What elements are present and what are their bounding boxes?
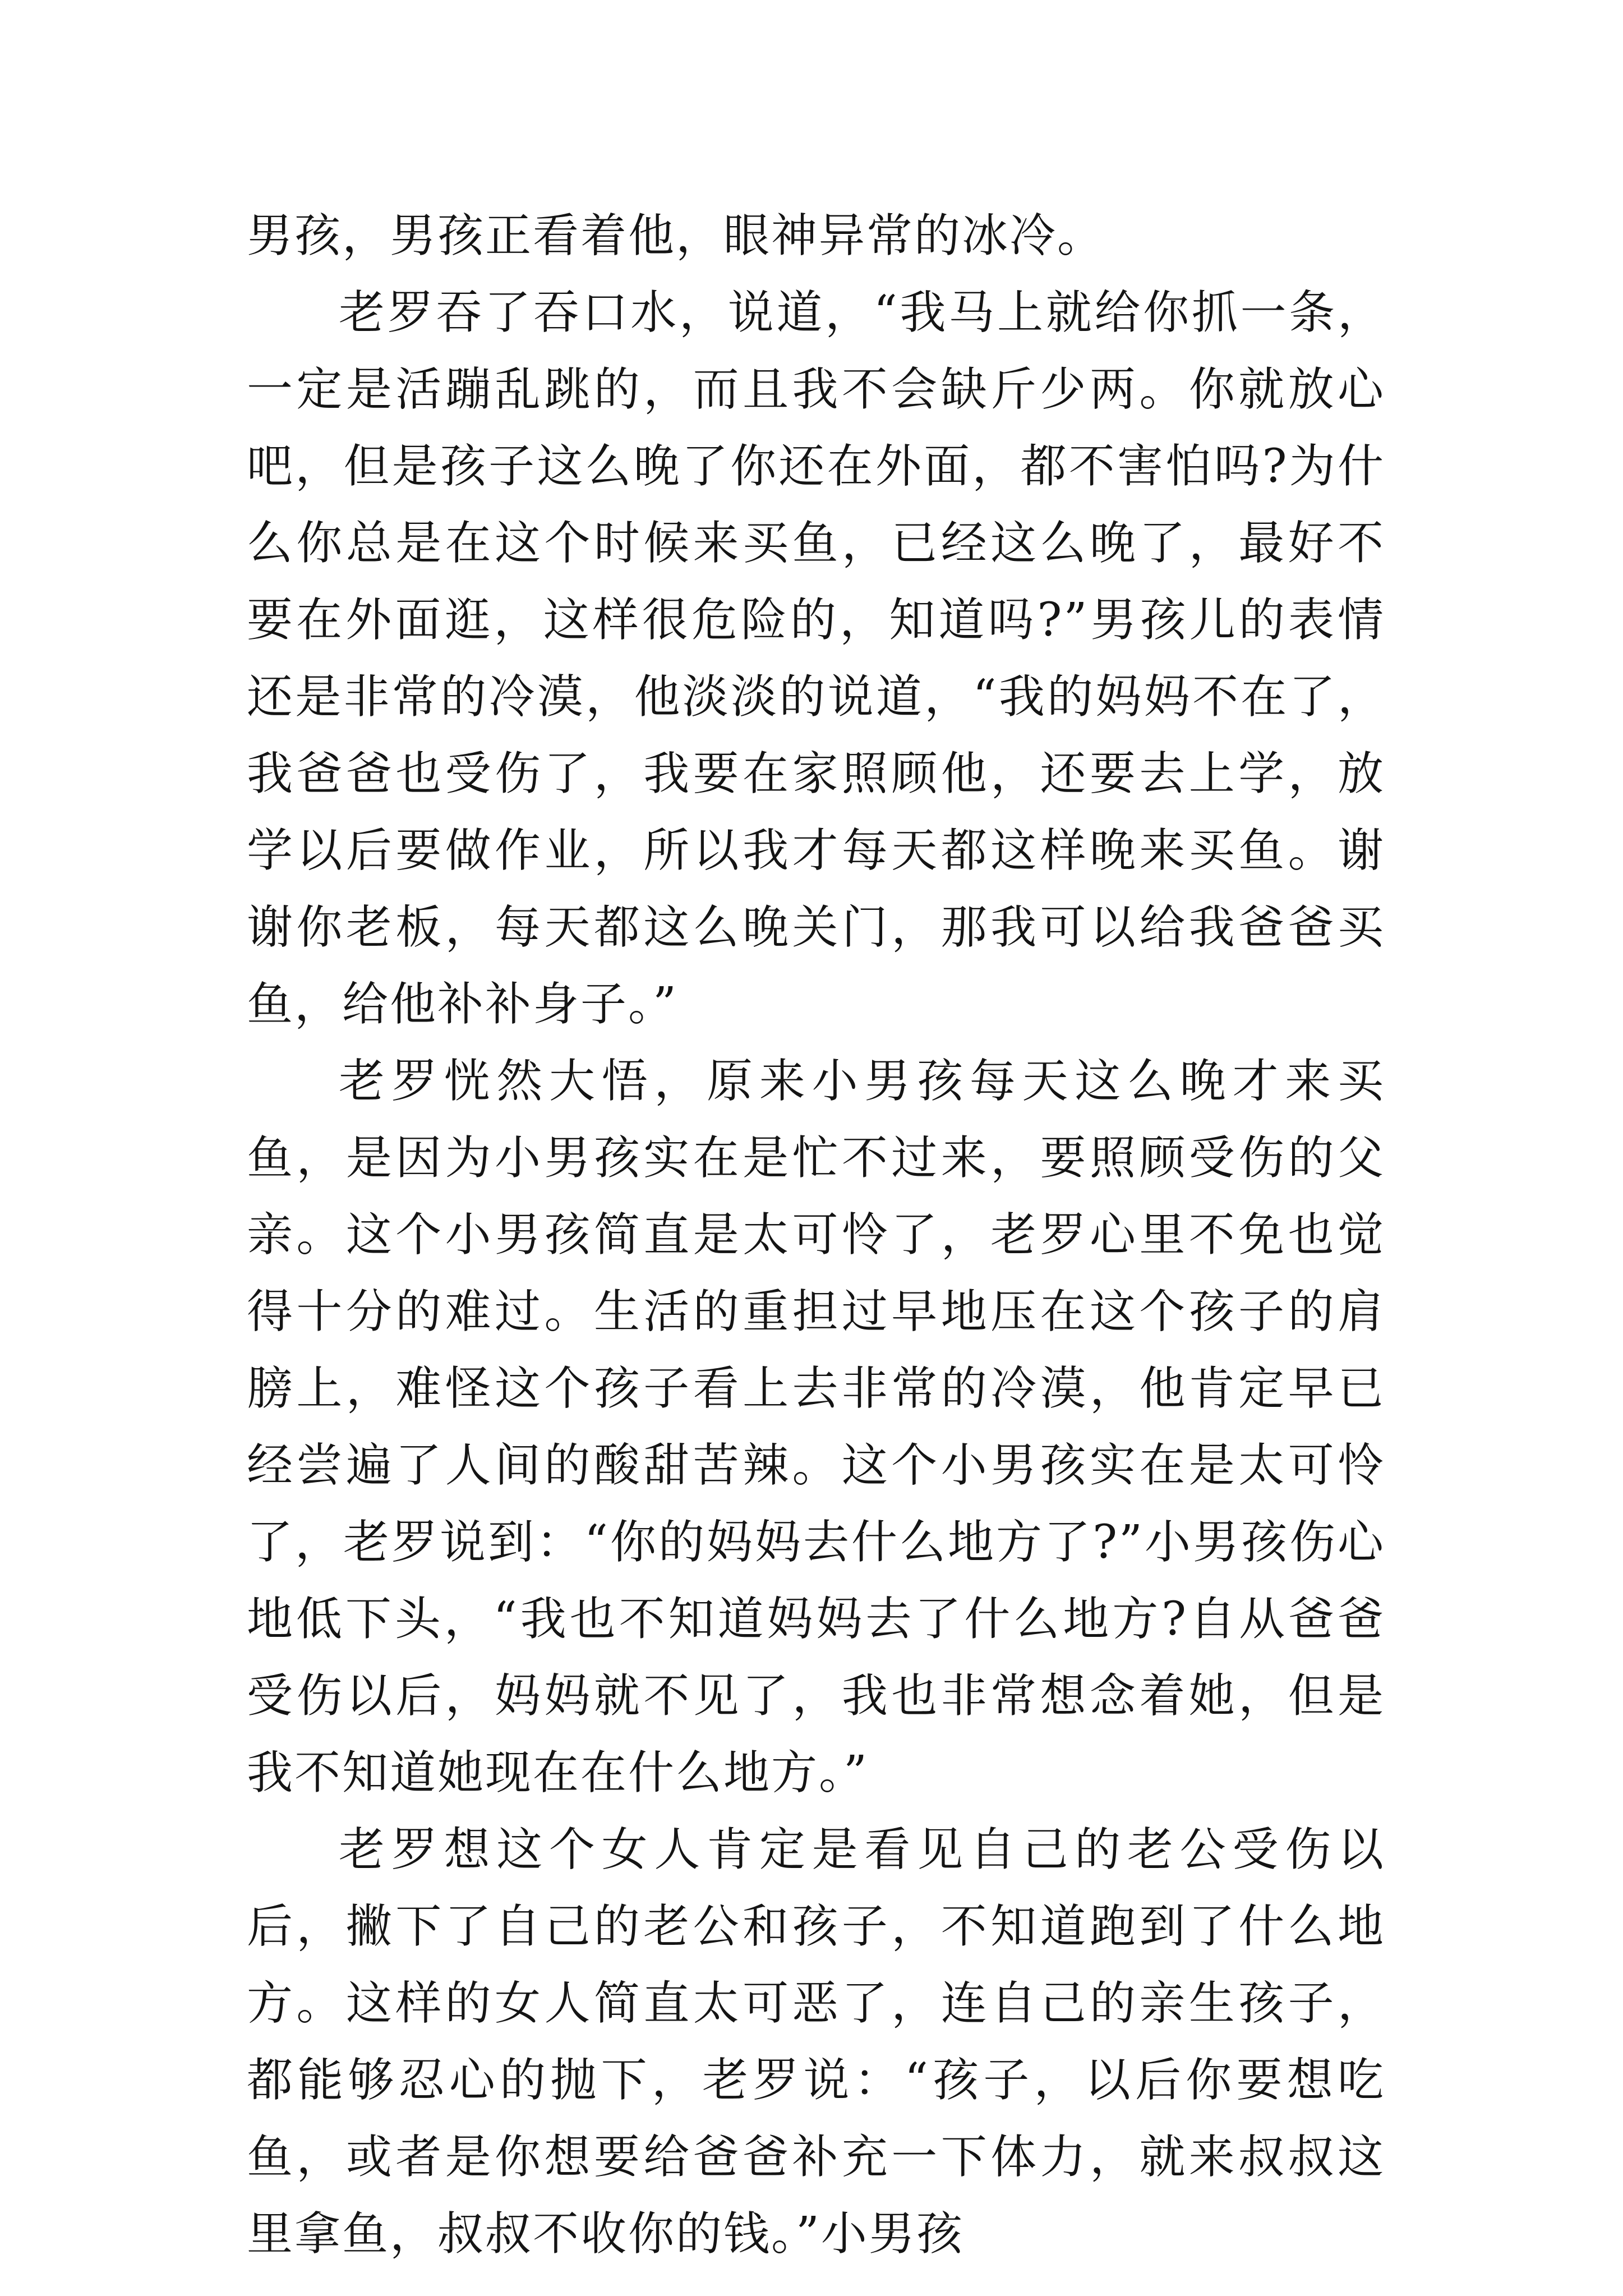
paragraph: 老罗吞了吞口水，说道，“我马上就给你抓一条，一定是活蹦乱跳的，而且我不会缺斤少两。你就放心吧，但是孩子这么晚了你还在外面，都不害怕吗?为什么你总是在这个时候来买鱼，已经这么晚了，最好不要在外面逛，这样很危险的，知道吗?”男孩儿的表情还是非常的冷漠，他淡淡的说道，“我的妈妈不在了，我爸爸也受伤了，我要在家照顾他，还要去上学，放学以后要做作业，所以我才每天都这样晚来买鱼。谢谢你老板，每天都这么晚关门，那我可以给我爸爸买鱼，给他补补身子。” <box>247 286 1385 1031</box>
paragraph-continuation: 男孩，男孩正看着他，眼神异常的冰冷。 <box>247 209 1105 263</box>
article-body <box>247 197 1385 2272</box>
paragraph: 老罗恍然大悟，原来小男孩每天这么晚才来买鱼，是因为小男孩实在是忙不过来，要照顾受伤的父亲。这个小男孩简直是太可怜了，老罗心里不免也觉得十分的难过。生活的重担过早地压在这个孩子的肩膀上，难怪这个孩子看上去非常的冷漠，他肯定早已经尝遍了人间的酸甜苦辣。这个小男孩实在是太可怜了，老罗说到：“你的妈妈去什么地方了?”小男孩伤心地低下头，“我也不知道妈妈去了什么地方?自从爸爸受伤以后，妈妈就不见了，我也非常想念着她，但是我不知道她现在在什么地方。” <box>247 1055 1385 1800</box>
paragraph: 老罗想这个女人肯定是看见自己的老公受伤以后，撇下了自己的老公和孩子，不知道跑到了什么地方。这样的女人简直太可恶了，连自己的亲生孩子，都能够忍心的抛下，老罗说：“孩子，以后你要想吃鱼，或者是你想要给爸爸补充一下体力，就来叔叔这里拿鱼，叔叔不收你的钱。”小男孩 <box>247 1823 1385 2261</box>
